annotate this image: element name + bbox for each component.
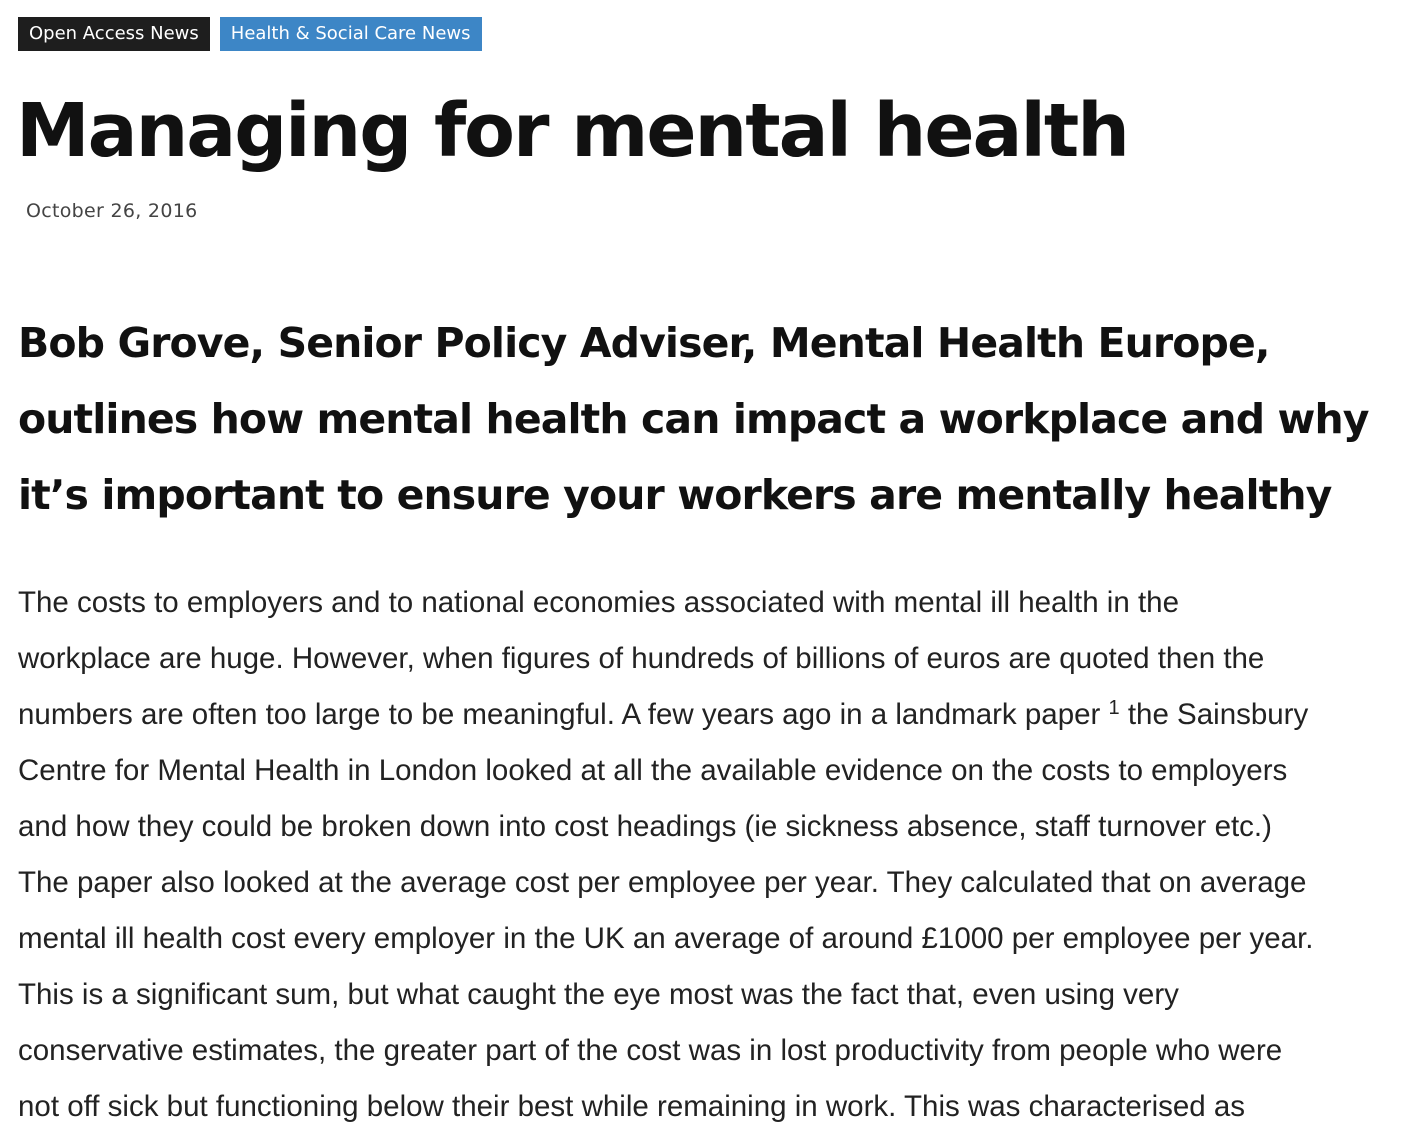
body-line-continuation: the Sainsbury: [1119, 698, 1309, 731]
body-line: Centre for Mental Health in London looked at all the available evidence on the costs to employers: [18, 754, 1288, 787]
article-body: [18, 575, 1410, 1135]
body-line: This is a significant sum, but what caught the eye most was the fact that, even using very: [18, 978, 1179, 1011]
body-line-with-footnote: [18, 687, 1410, 743]
article-page: [16, 17, 1410, 1123]
body-line: The paper also looked at the average cost per employee per year. They calculated that on average: [18, 866, 1307, 899]
body-line: conservative estimates, the greater part of the cost was in lost productivity from people who were: [18, 1034, 1283, 1067]
body-line: and how they could be broken down into cost headings (ie sickness absence, staff turnover etc.): [18, 810, 1272, 843]
body-line: workplace are huge. However, when figures of hundreds of billions of euros are quoted then the: [18, 642, 1265, 675]
body-line: not off sick but functioning below their best while remaining in work. This was characterised as: [18, 1090, 1246, 1123]
category-tags: [18, 17, 1410, 51]
category-tag-health-social-care-news[interactable]: Health & Social Care News: [220, 17, 482, 51]
article-title: Managing for mental health: [16, 88, 1128, 174]
category-tag-open-access-news[interactable]: Open Access News: [18, 17, 210, 51]
footnote-reference[interactable]: 1: [1108, 697, 1120, 719]
body-line: mental ill health cost every employer in the UK an average of around £1000 per employee per year.: [18, 922, 1314, 955]
article-standfirst: Bob Grove, Senior Policy Adviser, Mental Health Europe, outlines how mental health can impact a workplace and why it’s important to ensure your workers are mentally healthy: [18, 319, 1369, 519]
publish-date: October 26, 2016: [26, 200, 198, 222]
body-line-text: numbers are often too large to be meaningful. A few years ago in a landmark paper: [18, 698, 1101, 731]
body-line: The costs to employers and to national economies associated with mental ill health in the: [18, 586, 1179, 619]
